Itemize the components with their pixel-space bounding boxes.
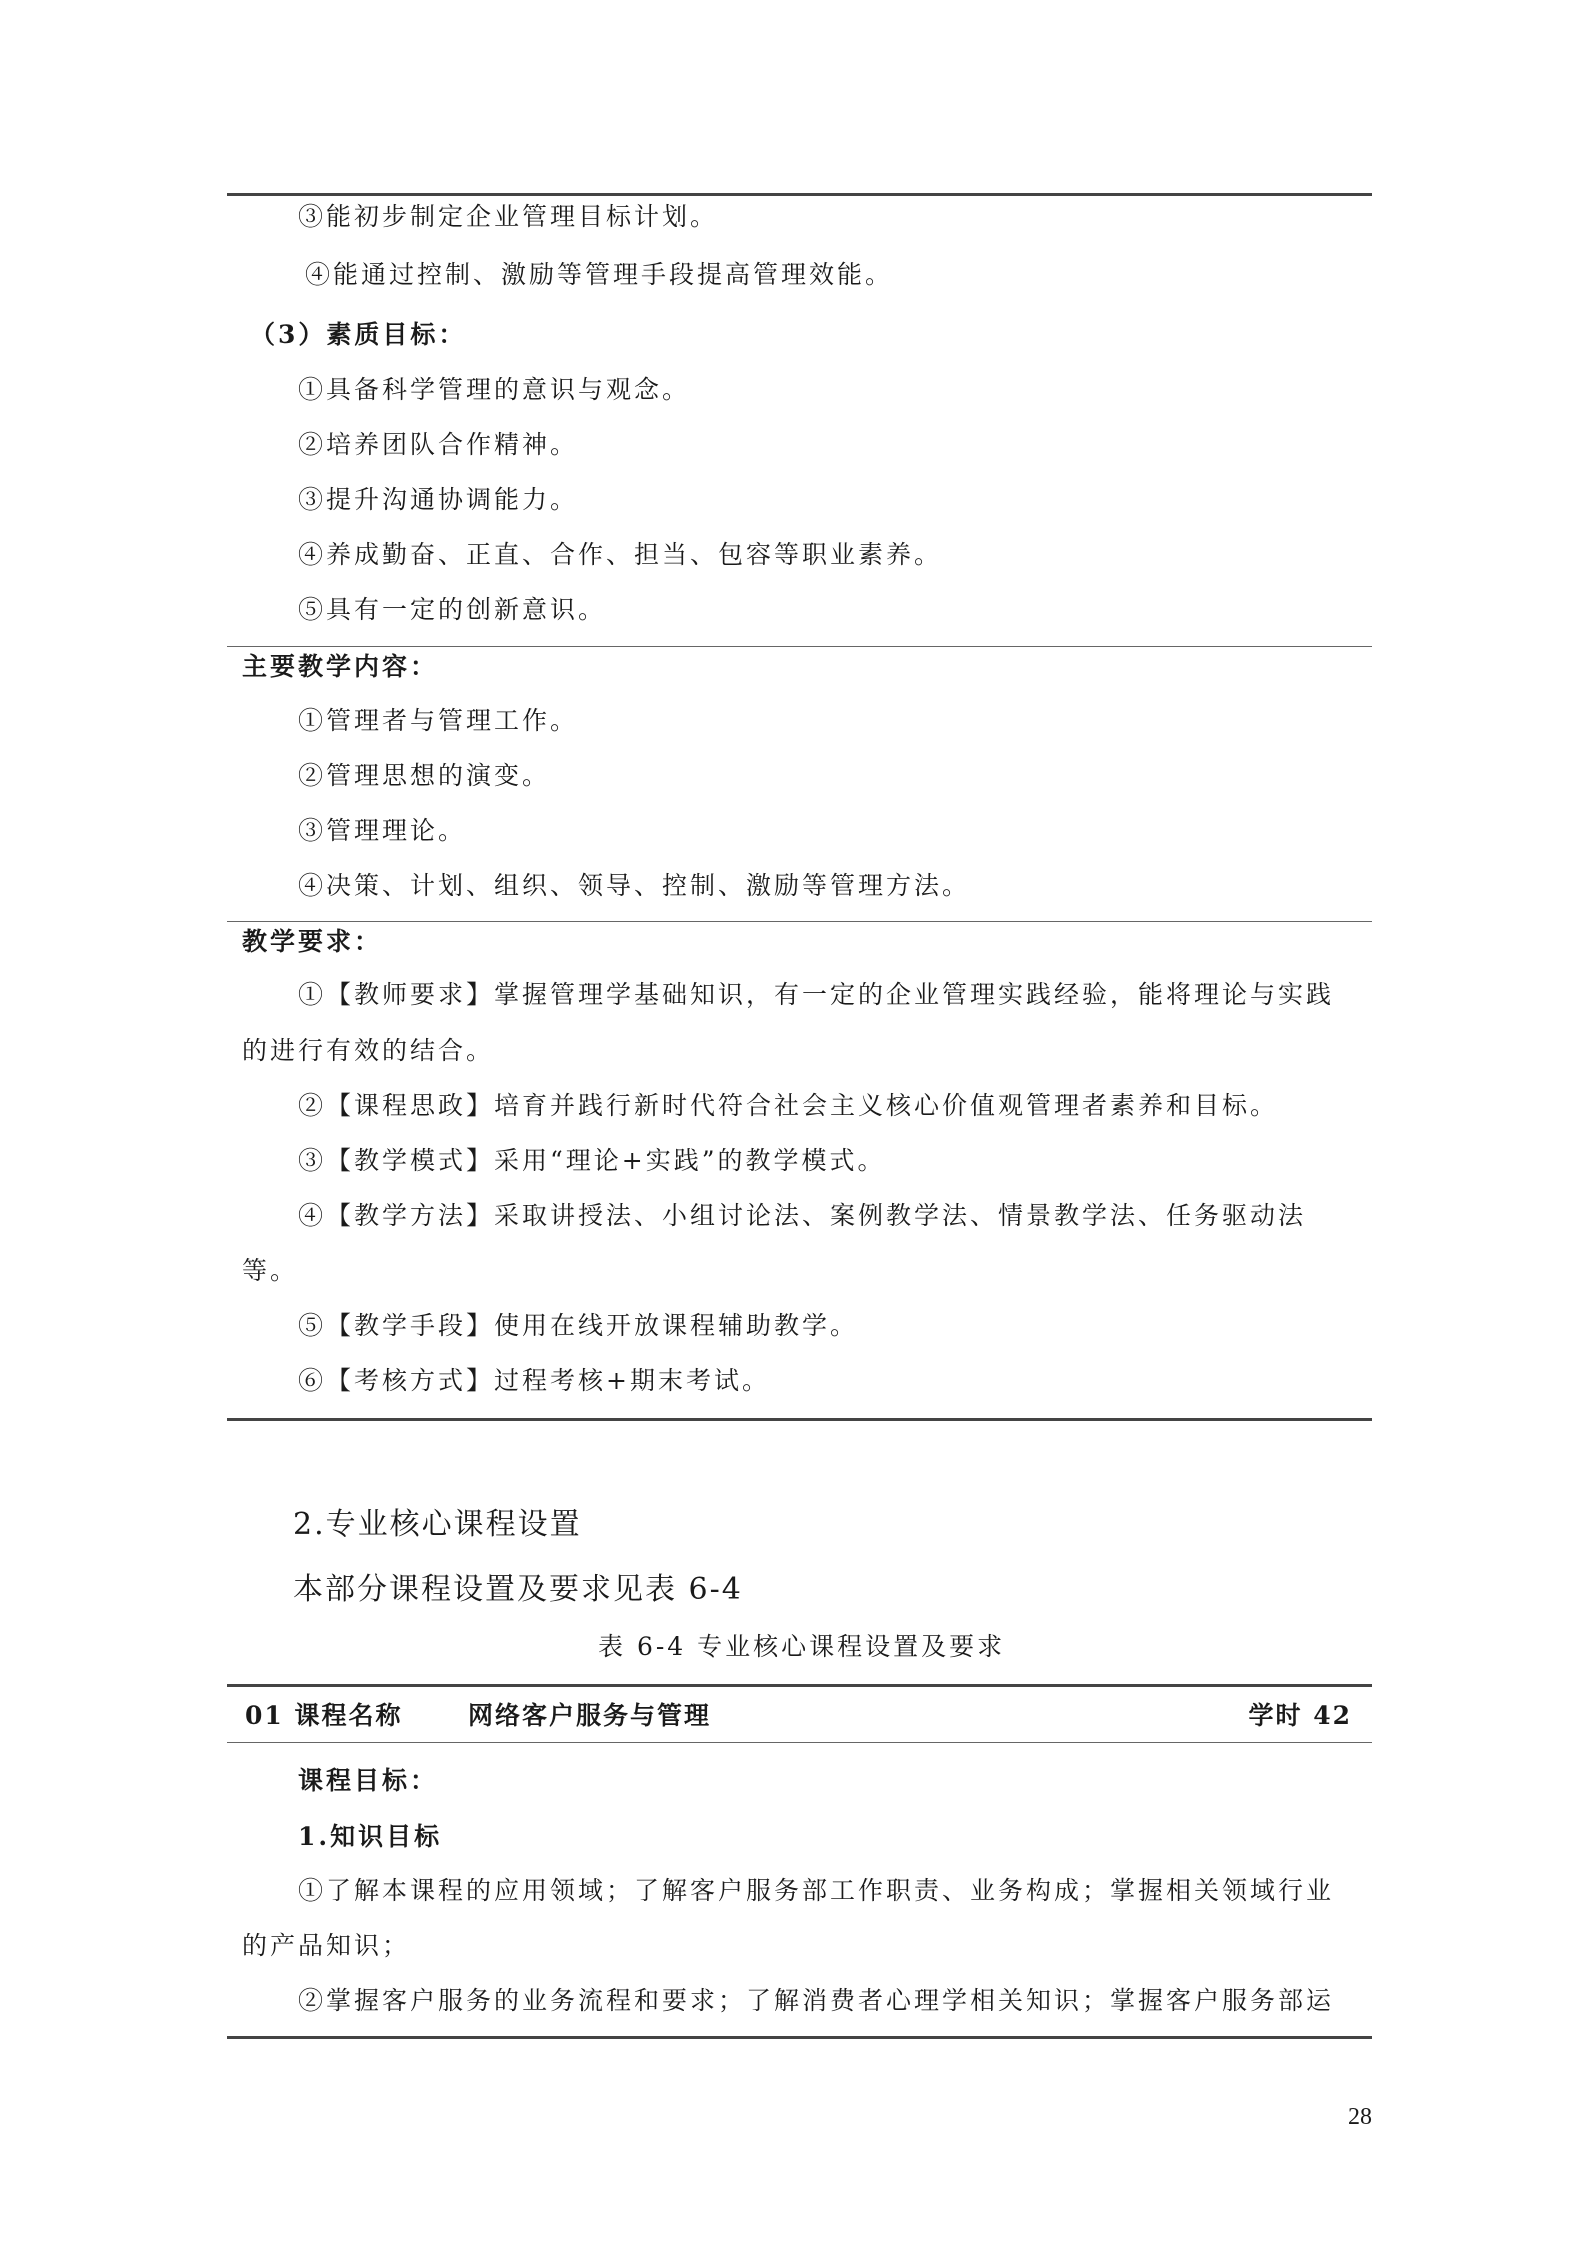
quality-line: ②培养团队合作精神。 <box>298 430 579 459</box>
requirements-heading: 教学要求： <box>242 927 383 956</box>
requirement-line: ⑤【教学手段】使用在线开放课程辅助教学。 <box>298 1311 859 1340</box>
objective-line: ④能通过控制、激励等管理手段提高管理效能。 <box>305 260 894 289</box>
table-top-rule <box>227 193 1372 196</box>
table-bottom-rule <box>227 1418 1372 1421</box>
content-line: ①管理者与管理工作。 <box>298 706 579 735</box>
objective-line: ③能初步制定企业管理目标计划。 <box>298 202 719 231</box>
quality-heading: （3）素质目标： <box>250 320 467 349</box>
knowledge-line: 的产品知识； <box>242 1931 411 1960</box>
section-intro: 本部分课程设置及要求见表 6-4 <box>293 1572 743 1607</box>
requirement-line: ③【教学模式】采用“理论+实践”的教学模式。 <box>298 1146 886 1175</box>
knowledge-heading: 1.知识目标 <box>298 1822 443 1851</box>
knowledge-line: ②掌握客户服务的业务流程和要求；了解消费者心理学相关知识；掌握客户服务部运 <box>298 1986 1335 2015</box>
quality-line: ①具备科学管理的意识与观念。 <box>298 375 691 404</box>
course-name-label: 01 课程名称 <box>245 1701 403 1730</box>
knowledge-line: ①了解本课程的应用领域；了解客户服务部工作职责、业务构成；掌握相关领域行业 <box>298 1876 1335 1905</box>
table-row-divider <box>227 921 1372 922</box>
requirement-line: ②【课程思政】培育并践行新时代符合社会主义核心价值观管理者素养和目标。 <box>298 1091 1279 1120</box>
goals-heading: 课程目标： <box>298 1766 439 1795</box>
content-line: ②管理思想的演变。 <box>298 761 551 790</box>
content-line: ③管理理论。 <box>298 816 467 845</box>
requirement-line: ⑥【考核方式】过程考核+期末考试。 <box>298 1366 770 1395</box>
table-row-divider <box>227 646 1372 647</box>
page-number: 28 <box>1348 2104 1372 2130</box>
course-name: 网络客户服务与管理 <box>468 1701 712 1730</box>
table-bottom-rule <box>227 2036 1372 2039</box>
requirement-line: 等。 <box>242 1256 299 1285</box>
quality-line: ⑤具有一定的创新意识。 <box>298 595 607 624</box>
section-heading: 2.专业核心课程设置 <box>293 1507 582 1542</box>
table-header-divider <box>227 1742 1372 1743</box>
course-hours: 学时 42 <box>1248 1701 1352 1730</box>
requirement-line: ④【教学方法】采取讲授法、小组讨论法、案例教学法、情景教学法、任务驱动法 <box>298 1201 1307 1230</box>
quality-line: ④养成勤奋、正直、合作、担当、包容等职业素养。 <box>298 540 943 569</box>
requirement-line: 的进行有效的结合。 <box>242 1036 495 1065</box>
table-top-rule <box>227 1684 1372 1687</box>
content-line: ④决策、计划、组织、领导、控制、激励等管理方法。 <box>298 871 971 900</box>
table-caption: 表 6-4 专业核心课程设置及要求 <box>598 1632 1006 1661</box>
content-heading: 主要教学内容： <box>242 652 439 681</box>
quality-line: ③提升沟通协调能力。 <box>298 485 579 514</box>
requirement-line: ①【教师要求】掌握管理学基础知识，有一定的企业管理实践经验，能将理论与实践 <box>298 980 1335 1009</box>
